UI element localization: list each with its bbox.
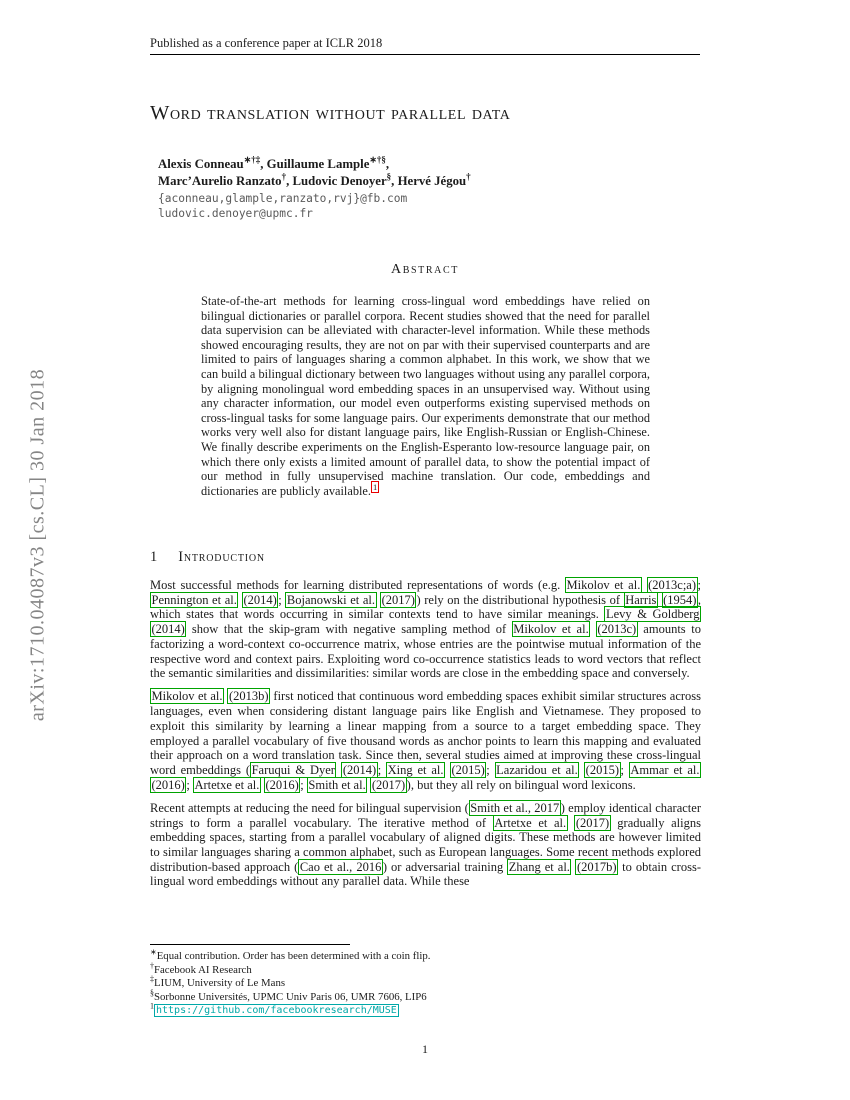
footnote-lium [150, 974, 701, 991]
text-run: ) employ identical character strings to form a parallel vocabulary. The iterative method of [150, 800, 701, 830]
footnote-sorbonne [150, 988, 701, 1005]
citation-link[interactable]: (1954) [663, 592, 697, 607]
citation-link[interactable]: Ammar et al. [630, 762, 700, 777]
citation-link[interactable]: Xing et al. [387, 762, 444, 777]
citation-link[interactable]: Cao et al., 2016 [299, 859, 382, 874]
footnote-facebook [150, 961, 701, 978]
footnote-ref[interactable]: 1 [373, 481, 378, 492]
author-name: , Hervé Jégou [391, 173, 467, 188]
paper-title: Word translation without parallel data [150, 102, 511, 124]
citation-link[interactable]: (2016) [265, 777, 299, 792]
author-name: Marc’Aurelio Ranzato [158, 173, 282, 188]
citation-link[interactable]: Artetxe et al. [494, 815, 567, 830]
citation-link[interactable]: (2014) [151, 622, 185, 637]
citation-link[interactable]: Mikolov et al. [566, 578, 641, 592]
citation-link[interactable]: (2013c;a) [648, 578, 697, 592]
introduction-body [150, 578, 701, 898]
citation-link[interactable]: (2015) [585, 762, 619, 777]
arxiv-watermark: arXiv:1710.04087v3 [cs.CL] 30 Jan 2018 [26, 368, 49, 722]
citation-link[interactable]: (2017b) [576, 859, 617, 874]
affiliation-mark: † [281, 171, 287, 182]
text-run: ) or adversarial training [382, 859, 508, 874]
running-header: Published as a conference paper at ICLR 2018 [150, 36, 383, 50]
citation-link[interactable]: Pennington et al. [151, 592, 237, 607]
citation-link[interactable]: (2016) [151, 777, 185, 792]
author-line-2 [158, 173, 700, 190]
text-run [590, 622, 596, 636]
author-name: , Guillaume Lample [260, 157, 370, 171]
text-run: ; [186, 777, 193, 792]
footnotes-block [150, 947, 701, 1018]
text-run: amounts to factorizing a word-context co-occurrence matrix, whose entries are the pointwise mutual information of the respective word and context pairs. Exploiting word co-occurrence statistics leads to word vectors that reflect the semantic similarities and dissimilarities: similar words are close in the embedding space and conversely. [150, 622, 701, 681]
abstract-text [201, 294, 650, 498]
text-run: ) rely on the distributional hypothesis of [416, 592, 624, 607]
text-run: State-of-the-art methods for learning cross-lingual word embeddings have relied on bilingual dictionaries or parallel corpora. Recent studies showed that the need for parallel data supervision can be alleviated with character-level information. While these methods showed encouraging results, they are not on par with their supervised counterparts and are limited to pairs of languages sharing a common alphabet. In this work, we show that we can build a bilingual dictionary between two languages without using any parallel corpora, by aligning monolingual word embedding spaces in an unsupervised way. Without using any character information, our model even outperforms existing supervised methods on cross-lingual tasks for some language pairs. Our experiments demonstrate that our method works very well also for distant language pairs, like English-Russian or English-Chinese. We finally describe experiments on the English-Esperanto low-resource language pair, on which there only exists a limited amount of parallel data, to show the potential impact of our method in fully unsupervised machine translation. Our code, embeddings and dictionaries are publicly available. [201, 294, 650, 498]
text-run [642, 578, 647, 592]
author-line-1 [158, 156, 700, 173]
intro-paragraph-3 [150, 801, 701, 889]
citation-link[interactable]: Mikolov et al. [151, 689, 223, 704]
footnote-mark-one: 1 [150, 1001, 154, 1011]
muse-repo-link[interactable]: https://github.com/facebookresearch/MUSE [156, 1005, 397, 1017]
text-run: to obtain cross-lingual word embeddings without any parallel data. While these [150, 859, 701, 889]
citation-link[interactable]: Bojanowski et al. [286, 592, 376, 607]
affiliation-mark: † [466, 171, 471, 182]
authors-block [158, 156, 700, 189]
text-run: , which states that words occurring in similar contexts tend to have similar meanings. [150, 592, 702, 622]
text-run: gradually aligns embedding spaces, starting from a parallel vocabulary of aligned digits. These methods are however limited to similar languages sharing a common alphabet, such as European languages. Some recent methods explored distribution-based approach ( [150, 815, 701, 874]
citation-link[interactable]: (2017) [381, 592, 415, 607]
text-run: ), but they all rely on bilingual word lexicons. [406, 777, 636, 792]
affiliation-mark: ∗†‡ [243, 154, 261, 165]
citation-link[interactable]: Lazaridou et al. [496, 762, 578, 777]
author-emails [158, 191, 407, 221]
text-run: Recent attempts at reducing the need for bilingual supervision ( [150, 800, 469, 815]
section-heading-introduction [150, 549, 265, 566]
footnote-mark-dagger: † [150, 961, 154, 970]
text-run: ; [300, 777, 307, 792]
citation-link[interactable]: (2013b) [228, 689, 269, 704]
text-run: first noticed that continuous word embedding spaces exhibit similar structures across languages, even when considering distant language pairs like English and Vietnamese. They proposed to exploit this similarity by learning a linear mapping from a source to a target embedding space. They employed a parallel vocabulary of five thousand words as anchor points to learn this mapping and evaluated their approach on a word translation task. Since then, several studies aimed at improving these cross-lingual word embeddings ( [150, 689, 702, 777]
citation-link[interactable]: (2015) [451, 762, 485, 777]
header-rule [150, 54, 700, 55]
citation-link[interactable]: (2014) [342, 762, 377, 777]
abstract-heading: Abstract [391, 262, 459, 277]
affiliation-mark: § [386, 171, 392, 182]
citation-link[interactable]: (2017) [371, 777, 406, 792]
citation-link[interactable]: (2013c) [597, 622, 637, 637]
citation-link[interactable]: (2014) [243, 592, 277, 607]
author-name: , Ludovic Denoyer [286, 173, 387, 188]
text-run: ; [486, 762, 495, 777]
affiliation-mark: ∗†§ [369, 154, 386, 165]
section-title: Introduction [178, 549, 265, 565]
footnote-mark-asterisk: ∗ [150, 947, 157, 957]
author-name: , [385, 157, 390, 171]
text-run: ; [620, 762, 629, 777]
text-run: ; [278, 592, 286, 607]
footnote-text: Facebook AI Research [154, 963, 252, 976]
citation-link[interactable]: Harris [625, 592, 657, 607]
author-name: Alexis Conneau [158, 157, 244, 171]
citation-link[interactable]: Zhang et al. [508, 859, 570, 874]
footnote-code-link [150, 1001, 701, 1018]
footnote-rule [150, 944, 350, 945]
footnote-equal-contribution [150, 947, 701, 964]
citation-link[interactable]: Artetxe et al. [194, 777, 260, 792]
text-run: ; [377, 762, 387, 777]
citation-link[interactable]: Levy & Goldberg [605, 607, 700, 622]
section-number: 1 [150, 549, 158, 565]
citation-link[interactable]: Mikolov et al. [513, 622, 589, 637]
email-line-upmc: ludovic.denoyer@upmc.fr [158, 207, 313, 220]
text-run: ; [697, 578, 701, 592]
citation-link[interactable]: Smith et al., 2017 [470, 800, 560, 815]
citation-link[interactable]: Faruqui & Dyer [251, 762, 335, 777]
email-line-fb: {aconneau,glample,ranzato,rvj}@fb.com [158, 192, 408, 205]
citation-link[interactable]: Smith et al. [308, 777, 366, 792]
footnote-text: Sorbonne Universités, UPMC Univ Paris 06, UMR 7606, LIP6 [154, 990, 427, 1003]
text-run: show that the skip-gram with negative sampling method of [186, 622, 512, 637]
text-run: Most successful methods for learning distributed representations of words (e.g. [150, 578, 566, 592]
footnote-mark-section: § [150, 988, 154, 998]
footnote-text: Equal contribution. Order has been determined with a coin flip. [156, 950, 431, 962]
intro-paragraph-2 [150, 689, 701, 792]
intro-paragraph-1 [150, 578, 701, 681]
footnote-mark-double-dagger: ‡ [150, 974, 154, 984]
footnote-text: LIUM, University of Le Mans [154, 977, 286, 990]
page-number: 1 [422, 1042, 428, 1056]
citation-link[interactable]: (2017) [575, 815, 610, 830]
